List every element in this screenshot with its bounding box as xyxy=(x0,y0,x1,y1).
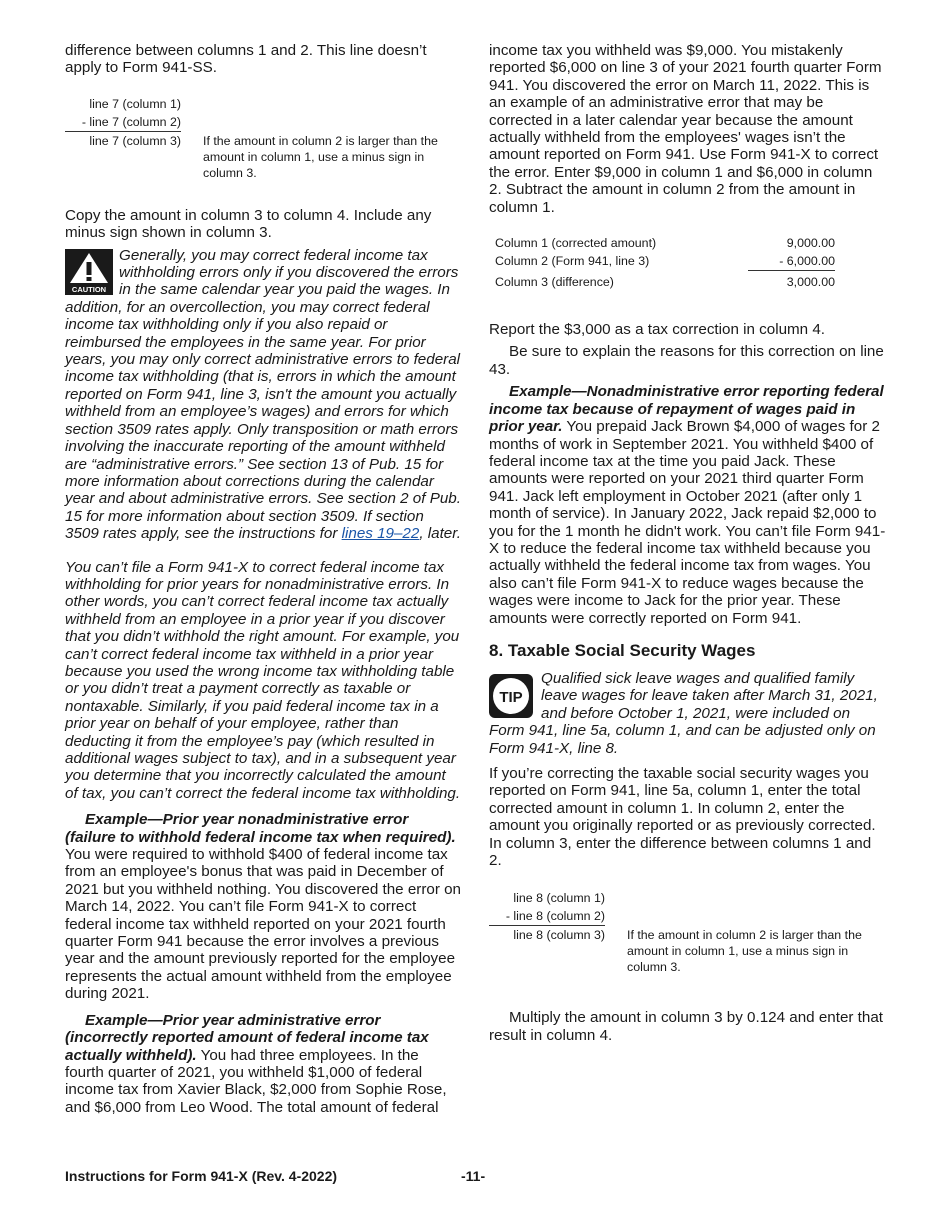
caution-block xyxy=(65,247,461,803)
line8-col3: line 8 (column 3) xyxy=(489,925,605,944)
caution-icon xyxy=(65,249,113,295)
explain-paragraph: Be sure to explain the reasons for this correction on line 43. xyxy=(489,343,884,378)
tip-icon xyxy=(489,674,533,718)
report-paragraph: Report the $3,000 as a tax correction in column 4. xyxy=(489,321,826,339)
line8-note: If the amount in column 2 is larger than the amount in column 1, use a minus sign in column 3. xyxy=(627,928,862,975)
page-number: -11- xyxy=(461,1168,486,1184)
right-column xyxy=(489,42,886,1044)
example-prior-nonadmin: Example—Prior year nonadministrative error (failure to withhold federal income tax when required). You were required to withhold $400 of federal income tax from an employee's bonus that was paid in December of 2021 but you withheld nothing. You discovered the error on March 14, 2022. You can’t file Form 941-X to correct federal income tax withheld reported on your 2021 fourth quarter Form 941 because the error involves a previous year and the amount previously reported for the employee represents the actual amount withheld from the employee during 2021. xyxy=(65,811,462,1003)
multiply-paragraph: Multiply the amount in column 3 by 0.124 and enter that result in column 4. xyxy=(489,1009,884,1044)
footer-form-title: Instructions for Form 941-X (Rev. 4-2022) xyxy=(65,1168,338,1184)
example-nonadmin-repayment: Example—Nonadministrative error reporting federal income tax because of repayment of wages paid in prior year. You prepaid Jack Brown $4,000 of wages for 2 months of work in September 2021. You withheld $400 of federal income tax at the time you paid Jack. These amounts were reported on your 2021 third quarter Form 941. Jack left employment in October 2021 (after only 1 month of service). In January 2022, Jack repaid $2,000 to you for the 1 month he didn't work. You can’t file Form 941-X to reduce the federal income tax withheld because you actually withheld the federal income tax from wages. You also can’t file Form 941-X to reduce wages because the wages were income to Jack for the prior year. These amounts were correctly reported on Form 941. xyxy=(489,383,886,627)
caution-paragraph-2: You can’t file a Form 941-X to correct federal income tax withholding for prior years for nonadministrative errors. In other words, you can’t correct federal income tax actually withheld from an employee in a prior year if you discover that you didn’t withhold the right amount. For example, you can’t correct federal income tax withheld in a prior year because you used the wrong income tax withholding table or you didn’t treat a payment correctly as taxable or nontaxable. Similarly, if you paid federal income tax in a prior year on behalf of your employee, rather than deducting it from the employee’s pay (which resulted in additional wages subject to tax), and in a subsequent year you determine that you incorrectly calculated the amount of tax, you can’t correct the federal income tax withholding. xyxy=(65,558,461,802)
copy-note: Copy the amount in column 3 to column 4. Include any minus sign shown in column 3. xyxy=(65,206,432,242)
example-heading: Example—Prior year administrative error (incorrectly reported amount of federal income tax actually withheld). xyxy=(65,1011,429,1064)
caution-paragraph: Generally, you may correct federal income tax withholding errors only if you discovered the errors in the same calendar year you paid the wages. In addition, for an overcollection, you may correct federal income tax withholding only if you also repaid or reimbursed the employees in the same year. For prior years, you may only correct administrative errors to federal income tax withholding (that is, errors in which the amount reported on Form 941, line 3, isn't the amount you actually withheld from an employee’s wages) and errors for which section 3509 rates apply. Only transposition or math errors involving the inaccurate reporting of the amount withheld are “administrative errors.” See section 13 of Pub. 15 for more information about corrections during the calendar year and about administrative errors. See section 2 of Pub. 15 for more information about section 3509. If section 3509 rates apply, see the instructions for lines 19–22, later. xyxy=(65,246,461,543)
tip-label: TIP xyxy=(499,688,523,706)
line8-col1: line 8 (column 1) xyxy=(513,891,605,906)
section-8-body: If you’re correcting the taxable social security wages you reported on Form 941, line 5a, column 1, enter the total corrected amount in column 1. In column 2, enter the amount you originally reported or as previously corrected. In column 3, enter the difference between columns 1 and 2. xyxy=(489,765,876,870)
line7-note: If the amount in column 2 is larger than the amount in column 1, use a minus sign in column 3. xyxy=(203,133,438,180)
tip-paragraph: Qualified sick leave wages and qualified family leave wages for leave taken after March 31, 2021, and before October 1, 2021, were included on Form 941, line 5a, column 1, and can be adjusted only on Form 941-X, line 8. xyxy=(489,669,878,757)
left-column xyxy=(65,42,461,1116)
line7-col1: line 7 (column 1) xyxy=(89,96,181,111)
tip-block xyxy=(489,670,886,757)
line7-col2: - line 7 (column 2) xyxy=(81,114,181,129)
caution-label: CAUTION xyxy=(71,284,107,294)
example-heading: Example—Prior year nonadministrative error (failure to withhold federal income tax when required). xyxy=(65,811,456,846)
line7-col3: line 7 (column 3) xyxy=(65,131,181,150)
table-row: Column 2 (Form 941, line 3) - 6,000.00 xyxy=(495,252,835,271)
line7-calculation xyxy=(65,95,461,191)
line8-calculation xyxy=(489,889,886,1009)
table-row: Column 3 (difference) 3,000.00 xyxy=(495,274,835,290)
line8-col2: - line 8 (column 2) xyxy=(505,909,605,924)
example-heading: Example—Nonadministrative error reporting federal income tax because of repayment of wages paid in prior year. xyxy=(489,383,884,436)
correction-table xyxy=(495,234,835,291)
section-8-heading: 8. Taxable Social Security Wages xyxy=(489,640,756,660)
example-prior-admin: Example—Prior year administrative error (incorrectly reported amount of federal income tax actually withheld). You had three employees. In the fourth quarter of 2021, you withheld $1,000 of federal income tax from Xavier Black, $2,000 from Sophie Rose, and $6,000 from Leo Wood. The total amount of federal xyxy=(65,1011,447,1116)
intro-paragraph: difference between columns 1 and 2. This line doesn’t apply to Form 941-SS. xyxy=(65,42,427,77)
continued-paragraph: income tax you withheld was $9,000. You mistakenly reported $6,000 on line 3 of your 2021 fourth quarter Form 941. You discovered the error on March 11, 2022. This is an example of an administrative error that may be corrected in a later calendar year because the amount actually withheld from the employees' wages isn’t the amount reported on Form 941. Use Form 941-X to correct the error. Enter $9,000 in column 1 and $6,000 in column 2. Subtract the amount in column 2 from the amount in column 1. xyxy=(489,42,882,216)
lines-19-22-link[interactable]: lines 19–22 xyxy=(341,525,420,543)
table-row: Column 1 (corrected amount) 9,000.00 xyxy=(495,236,835,251)
